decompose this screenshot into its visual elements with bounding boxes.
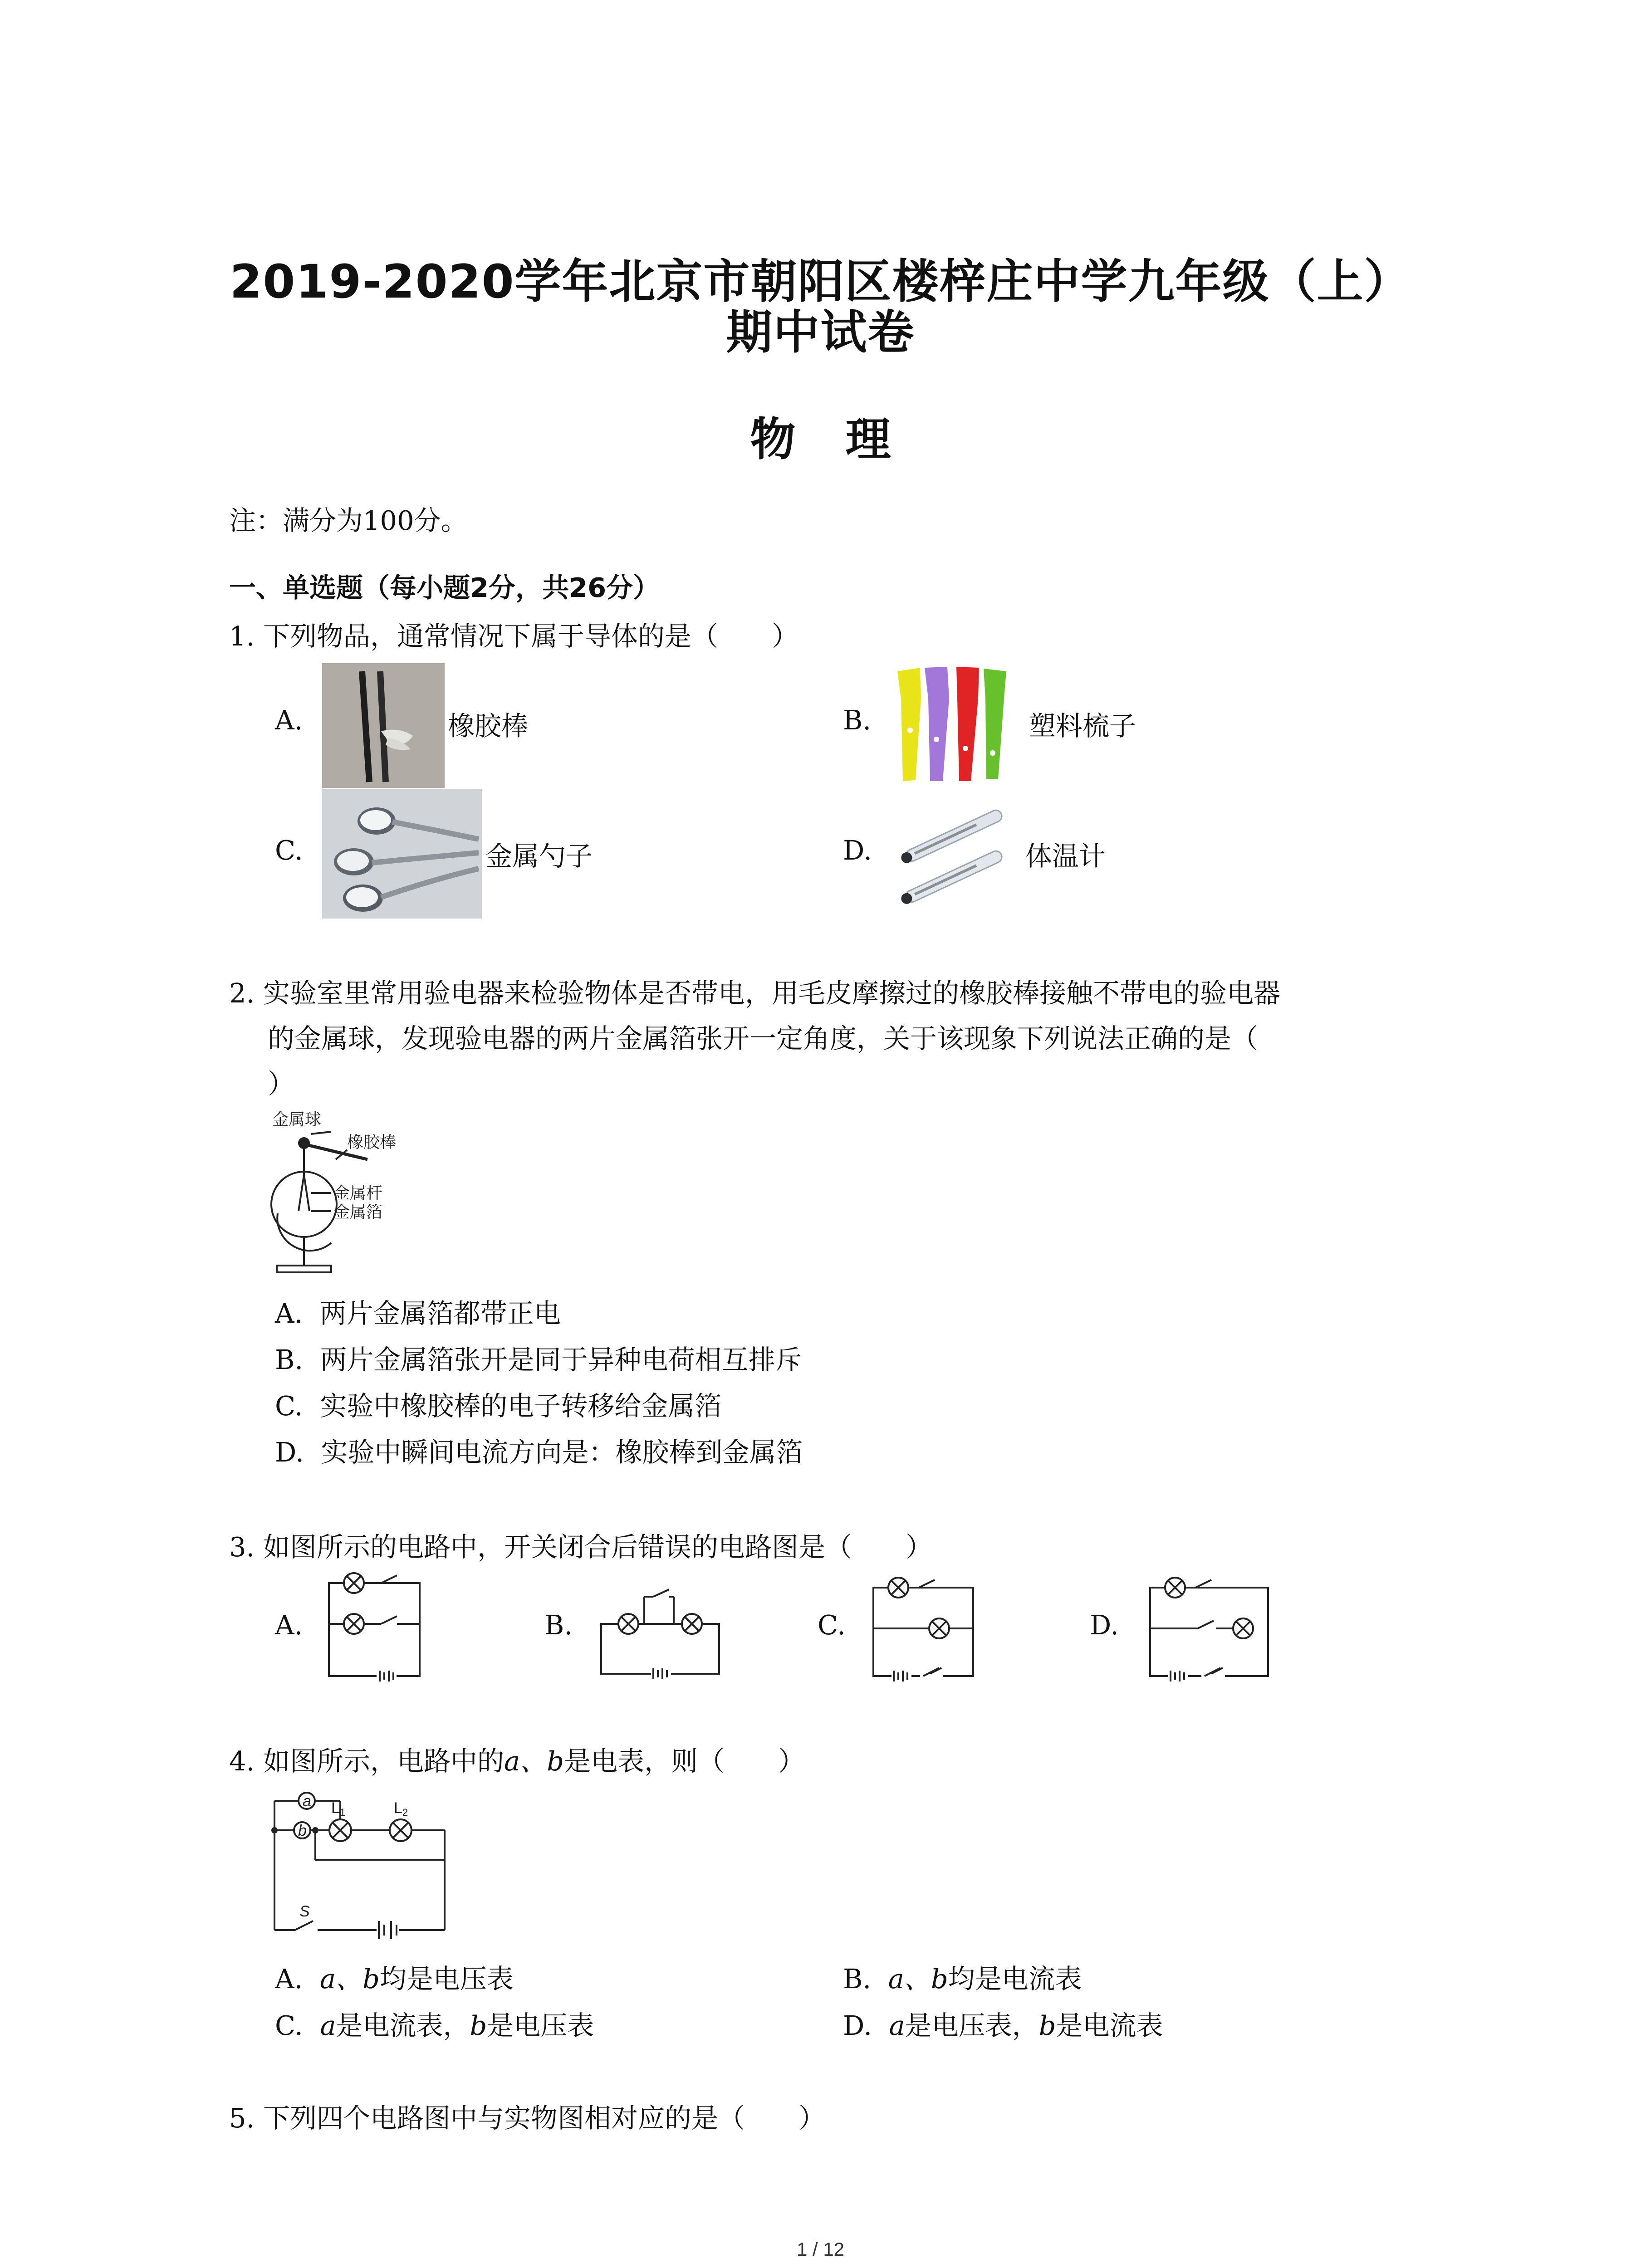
q3-circuit-a (322, 1572, 431, 1687)
exam-title-line2: 期中试卷 (726, 306, 915, 360)
q3-circuit-b (594, 1579, 726, 1687)
q4-option-d: D. a是电压表，b是电流表 (843, 2010, 1163, 2041)
label-metal-pole: 金属杆 (333, 1183, 383, 1202)
q1-option-a-text: 橡胶棒 (448, 710, 529, 742)
q2-option-b: B. 两片金属箔张开是同于异种电荷相互排斥 (275, 1344, 802, 1375)
q2-option-a: A. 两片金属箔都带正电 (275, 1298, 561, 1329)
label-rubber-rod: 橡胶棒 (347, 1133, 397, 1151)
meter-b-label: b (298, 1822, 307, 1839)
score-note: 注：满分为100分。 (229, 505, 468, 536)
label-metal-foil: 金属箔 (333, 1202, 383, 1221)
q3-option-c-label: C. (818, 1609, 846, 1641)
q3-stem: 3. 如图所示的电路中，开关闭合后错误的电路图是（ ） (229, 1531, 933, 1563)
q1-option-c-text: 金属勺子 (485, 841, 593, 872)
plastic-combs-photo (893, 662, 1024, 789)
label-metal-ball: 金属球 (272, 1110, 322, 1129)
q1-option-b-label: B. (843, 704, 872, 736)
q3-option-b-label: B. (544, 1609, 573, 1641)
lamp1-label: L (331, 1799, 340, 1817)
q5-stem: 5. 下列四个电路图中与实物图相对应的是（ ） (229, 2102, 826, 2134)
q3-option-a-label: A. (275, 1609, 303, 1641)
q3-circuit-c (867, 1572, 980, 1687)
svg-text:L1: L1 (331, 1799, 346, 1818)
electroscope-diagram (268, 1107, 422, 1284)
subject-title: 物理 (750, 413, 941, 466)
q1-option-d-label: D. (843, 835, 872, 866)
section-heading: 一、单选题（每小题2分，共26分） (229, 572, 660, 603)
thermometer-photo (888, 804, 1024, 906)
q1-option-d-text: 体温计 (1025, 841, 1106, 872)
svg-text:L2: L2 (394, 1799, 408, 1818)
q1-option-b-text: 塑料梳子 (1029, 710, 1136, 742)
switch-label: S (299, 1903, 310, 1920)
meter-a-label: a (303, 1793, 311, 1810)
page-number: 1 / 12 (796, 2239, 845, 2260)
metal-spoons-photo (322, 789, 482, 919)
q4-stem: 4. 如图所示，电路中的a、b是电表，则（ ） (229, 1745, 805, 1777)
q2-option-d: D. 实验中瞬间电流方向是：橡胶棒到金属箔 (275, 1437, 803, 1468)
q1-option-c-label: C. (275, 835, 303, 866)
q4-circuit-diagram (268, 1785, 458, 1948)
q2-stem-line3: ） (268, 1068, 295, 1100)
q1-stem: 1. 下列物品，通常情况下属于导体的是（ ） (229, 621, 799, 652)
lamp2-label: L (394, 1799, 402, 1817)
q3-option-d-label: D. (1090, 1609, 1119, 1641)
q2-stem-line1: 2. 实验室里常用验电器来检验物体是否带电，用毛皮摩擦过的橡胶棒接触不带电的验电器 (229, 978, 1281, 1009)
q2-option-c: C. 实验中橡胶棒的电子转移给金属箔 (275, 1390, 722, 1422)
q4-option-a: A. a、b均是电压表 (275, 1963, 514, 1994)
q4-option-b: B. a、b均是电流表 (843, 1963, 1082, 1994)
q4-option-c: C. a是电流表，b是电压表 (275, 2010, 594, 2041)
q2-stem-line2: 的金属球，发现验电器的两片金属箔张开一定角度，关于该现象下列说法正确的是（ (268, 1023, 1259, 1054)
q1-option-a-label: A. (275, 704, 303, 736)
exam-title-line1: 2019-2020学年北京市朝阳区楼梓庄中学九年级（上） (230, 255, 1411, 309)
q3-circuit-d (1143, 1572, 1275, 1687)
rubber-rod-photo (322, 663, 445, 788)
